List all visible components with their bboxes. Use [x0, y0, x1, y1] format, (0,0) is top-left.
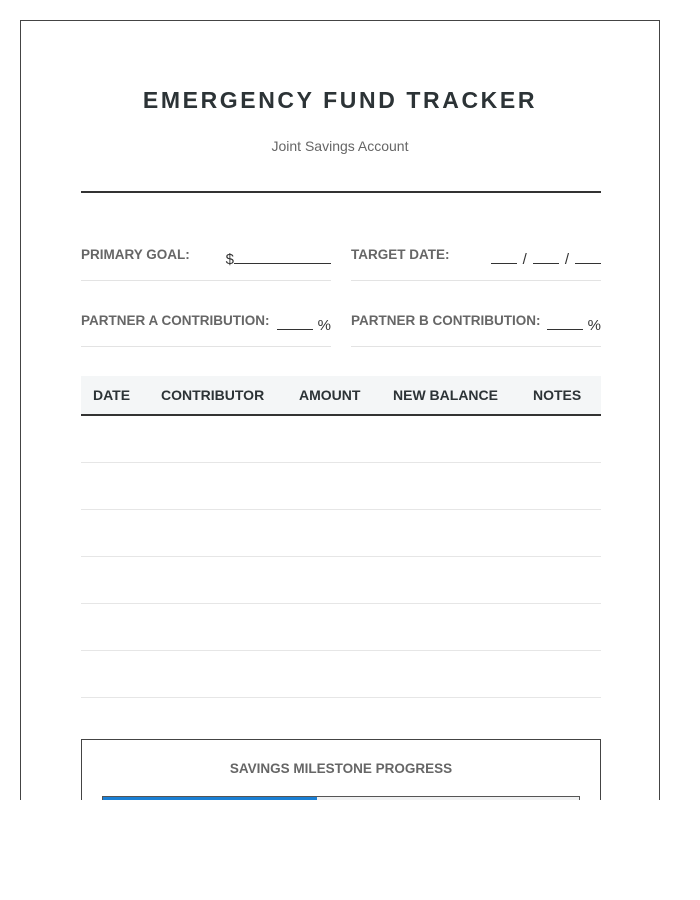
date-day-blank[interactable]	[533, 249, 559, 264]
progress-bar	[102, 796, 580, 800]
percent-suffix: %	[317, 317, 331, 334]
table-header	[81, 376, 601, 416]
table-row[interactable]	[81, 416, 601, 463]
partner-a-blank[interactable]	[277, 315, 313, 330]
column-header-contributor: CONTRIBUTOR	[161, 387, 265, 403]
target-date-value[interactable]	[491, 249, 601, 268]
date-year-blank[interactable]	[575, 249, 601, 264]
progress-bar-fill	[103, 797, 317, 800]
table-row[interactable]	[81, 510, 601, 557]
page-subtitle: Joint Savings Account	[271, 138, 409, 154]
table-row[interactable]	[81, 651, 601, 698]
primary-goal-field	[81, 242, 331, 281]
percent-suffix: %	[587, 317, 601, 334]
date-separator: /	[564, 251, 569, 268]
milestone-title: SAVINGS MILESTONE PROGRESS	[229, 761, 453, 776]
partner-b-label: PARTNER B CONTRIBUTION:	[351, 313, 541, 328]
partner-b-field	[351, 308, 601, 347]
tracker-sheet	[20, 20, 660, 800]
partner-b-blank[interactable]	[547, 315, 583, 330]
partner-a-value[interactable]	[277, 315, 331, 334]
primary-goal-label: PRIMARY GOAL:	[81, 247, 190, 262]
milestone-progress-box	[81, 739, 601, 800]
contribution-table	[81, 376, 601, 698]
date-month-blank[interactable]	[491, 249, 517, 264]
primary-goal-blank[interactable]	[234, 249, 331, 264]
table-row[interactable]	[81, 604, 601, 651]
date-separator: /	[522, 251, 527, 268]
column-header-date: DATE	[93, 387, 131, 403]
target-date-field	[351, 242, 601, 281]
primary-goal-value[interactable]	[226, 249, 331, 268]
partner-a-field	[81, 308, 331, 347]
partner-a-label: PARTNER A CONTRIBUTION:	[81, 313, 270, 328]
column-header-new-balance: NEW BALANCE	[393, 387, 498, 403]
column-header-notes: NOTES	[533, 387, 582, 403]
page-title: EMERGENCY FUND TRACKER	[142, 87, 538, 113]
title-divider	[81, 191, 601, 193]
partner-b-value[interactable]	[547, 315, 601, 334]
table-row[interactable]	[81, 557, 601, 604]
target-date-label: TARGET DATE:	[351, 247, 450, 262]
table-row[interactable]	[81, 463, 601, 510]
currency-prefix: $	[225, 251, 234, 268]
column-header-amount: AMOUNT	[299, 387, 361, 403]
